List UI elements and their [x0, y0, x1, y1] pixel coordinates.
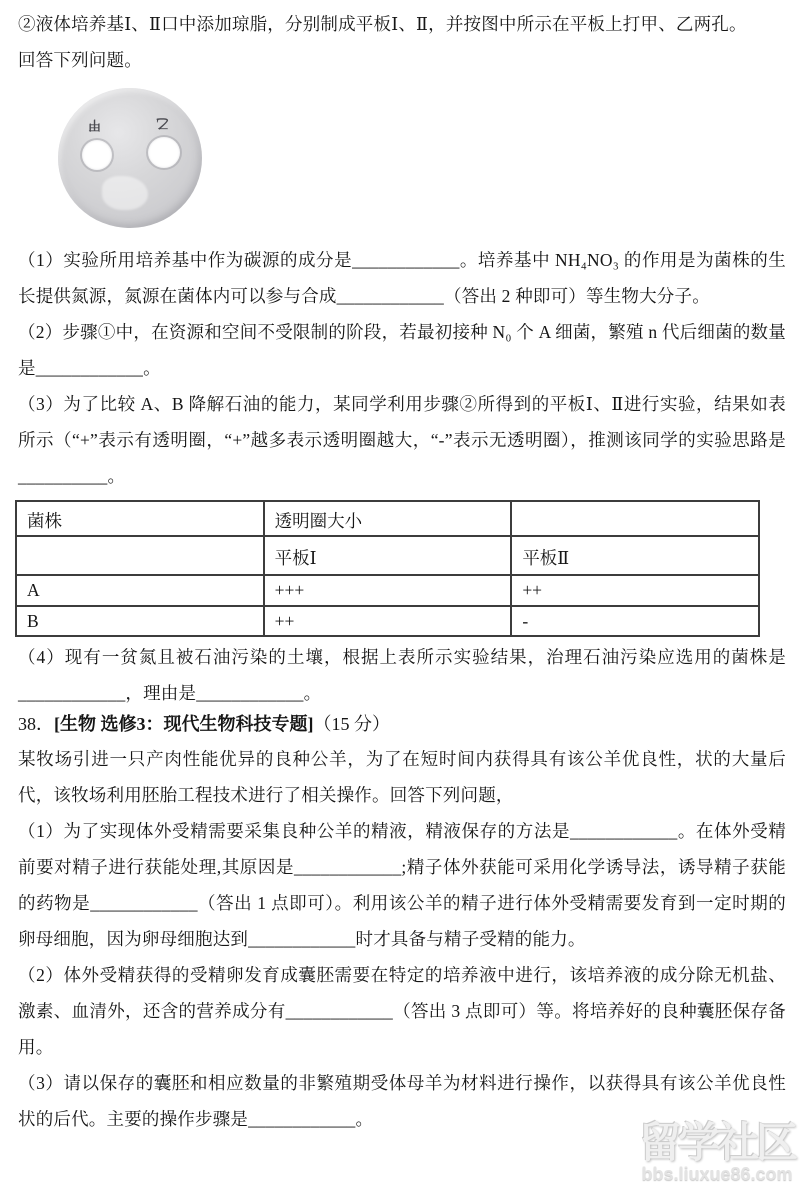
- answer-prompt: 回答下列问题。: [18, 50, 142, 70]
- intro-paragraph: ②液体培养基Ⅰ、Ⅱ口中添加琼脂，分别制成平板Ⅰ、Ⅱ，并按图中所示在平板上打甲、乙两孔。: [18, 14, 747, 34]
- cell-plate1: ++: [264, 606, 512, 636]
- subheader-empty: [16, 536, 264, 575]
- table-row: [16, 606, 759, 636]
- cell-plate2: ++: [511, 575, 759, 606]
- question-38-part3: （3）请以保存的囊胚和相应数量的非繁殖期受体母羊为材料进行操作，以获得具有该公羊优良性状的后代。主要的操作步骤是____________。: [18, 1073, 786, 1129]
- question-37-part1: （1）实验所用培养基中作为碳源的成分是____________。培养基中 NH₄NO₃ 的作用是为菌株的生长提供氮源，氮源在菌体内可以参与合成____________（答出 2 种即可）等生物大分子。: [18, 250, 786, 306]
- hole-label-jia: 甲: [88, 118, 102, 133]
- petri-dish: [58, 88, 202, 228]
- question-38-score: （15 分）: [313, 714, 390, 734]
- question-37-part4: （4）现有一贫氮且被石油污染的土壤，根据上表所示实验结果，治理石油污染应选用的菌株是____________，理由是____________。: [18, 647, 786, 703]
- header-strain: 菌株: [16, 501, 264, 536]
- subheader-plate1: 平板Ⅰ: [264, 536, 512, 575]
- cell-strain: B: [16, 606, 264, 636]
- cell-plate1: +++: [264, 575, 512, 606]
- question-38-part1: （1）为了实现体外受精需要采集良种公羊的精液，精液保存的方法是____________。在体外受精前要对精子进行获能处理,其原因是____________;精子体外获能可采用化学诱导法，诱导精子获能的药物是____________（答出 1 点即可）。利用该公羊的精子进行体外受精需要发育到一定时期的卵母细胞，因为卵母细胞达到____________时才具备与精子受精的能力。: [18, 821, 786, 949]
- question-38-title: [生物 选修3：现代生物科技专题]: [54, 714, 314, 734]
- cell-plate2: -: [511, 606, 759, 636]
- question-38-intro: 某牧场引进一只产肉性能优异的良种公羊，为了在短时间内获得具有该公羊优良性，状的大量后代，该牧场利用胚胎工程技术进行了相关操作。回答下列问题，: [18, 749, 786, 805]
- subheader-plate2: 平板Ⅱ: [511, 536, 759, 575]
- header-empty: [511, 501, 759, 536]
- petri-dish-figure: [58, 88, 786, 228]
- watermark-url: bbs.liuxue86.com: [641, 1164, 793, 1184]
- question-37-part2: （2）步骤①中，在资源和空间不受限制的阶段，若最初接种 N₀ 个 A 细菌，繁殖 n 代后细菌的数量是____________。: [18, 322, 786, 378]
- hole-label-yi: 乙: [156, 116, 170, 131]
- question-38-part2: （2）体外受精获得的受精卵发育成囊胚需要在特定的培养液中进行，该培养液的成分除无机盐、激素、血清外，还含的营养成分有____________（答出 3 点即可）等。将培养好的良种囊胚保存备用。: [18, 965, 786, 1057]
- results-table: [15, 500, 760, 637]
- question-37-part3: （3）为了比较 A、B 降解石油的能力，某同学利用步骤②所得到的平板Ⅰ、Ⅱ进行实验，结果如表所示（“+”表示有透明圈，“+”越多表示透明圈越大，“-”表示无透明圈），推测该同学的实验思路是__________。: [18, 394, 786, 486]
- table-row: [16, 575, 759, 606]
- hole-jia: [82, 140, 112, 170]
- question-38-heading: [18, 707, 786, 741]
- table-header-row: [16, 501, 759, 536]
- question-38-number: 38．: [18, 714, 54, 734]
- watermark-logo: 留学社区: [638, 1119, 795, 1166]
- cell-strain: A: [16, 575, 264, 606]
- hole-yi: [148, 137, 180, 168]
- table-subheader-row: [16, 536, 759, 575]
- header-clear-zone: 透明圈大小: [264, 501, 512, 536]
